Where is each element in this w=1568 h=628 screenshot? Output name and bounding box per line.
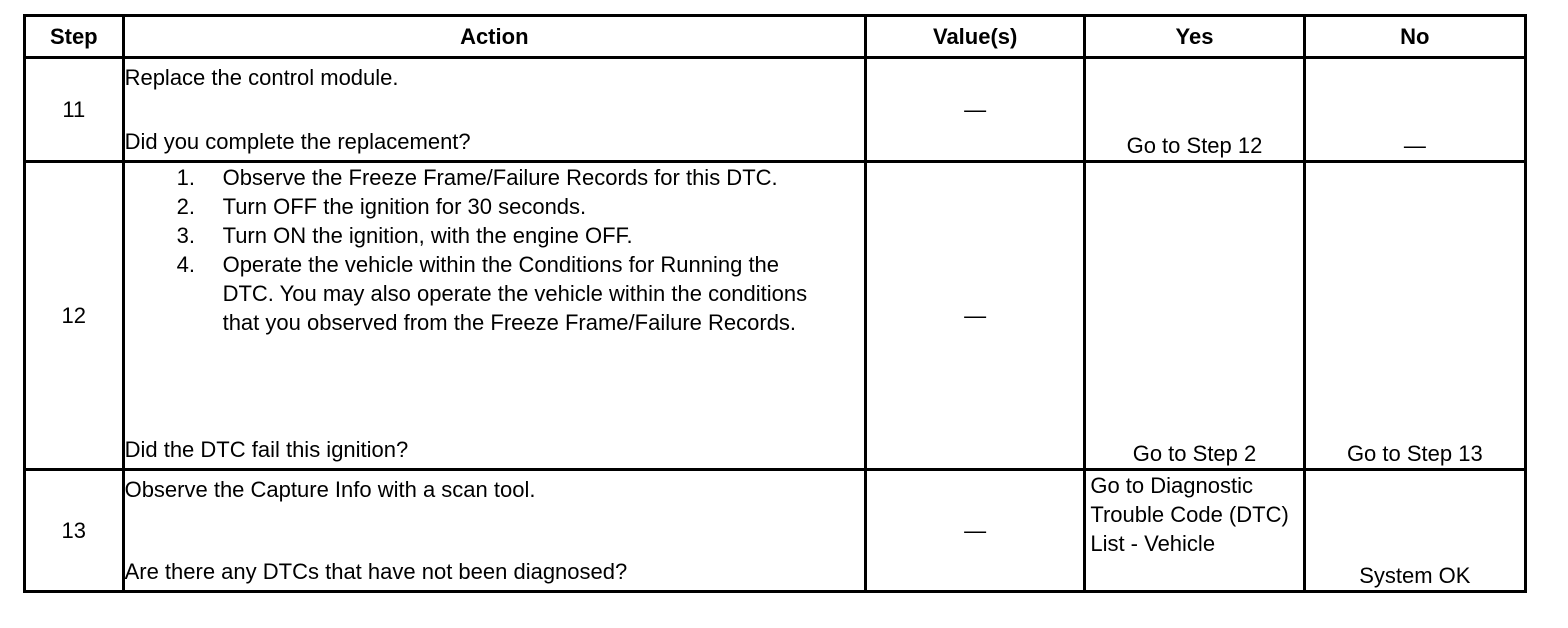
values-cell: — <box>866 470 1085 592</box>
list-item <box>125 192 864 221</box>
header-values: Value(s) <box>866 16 1085 58</box>
list-item <box>125 221 864 250</box>
yes-link[interactable]: Go to Step 2 <box>1085 162 1304 470</box>
table-row <box>25 470 1526 592</box>
header-step: Step <box>25 16 124 58</box>
values-cell: — <box>866 162 1085 470</box>
action-question: Did you complete the replacement? <box>124 129 471 154</box>
substep-text: Turn ON the ignition, with the engine OFF. <box>222 223 633 248</box>
action-question: Did the DTC fail this ignition? <box>124 437 409 462</box>
action-cell <box>123 470 865 592</box>
substep-number: 1. <box>176 165 195 190</box>
step-number: 11 <box>25 58 124 162</box>
header-no: No <box>1304 16 1525 58</box>
values-cell: — <box>866 58 1085 162</box>
substep-list <box>125 163 864 337</box>
no-link[interactable]: Go to Step 13 <box>1304 162 1525 470</box>
diagnostic-table <box>23 14 1527 593</box>
yes-link[interactable]: Go to Step 12 <box>1085 58 1304 162</box>
no-cell: System OK <box>1304 470 1525 592</box>
table-row <box>25 58 1526 162</box>
substep-text: Observe the Freeze Frame/Failure Records for this DTC. <box>222 165 778 190</box>
no-cell: — <box>1304 58 1525 162</box>
action-text: Replace the control module. <box>124 65 399 90</box>
header-action: Action <box>123 16 865 58</box>
action-cell <box>123 162 865 470</box>
header-row <box>25 16 1526 58</box>
yes-link[interactable]: Go to Diagnostic Trouble Code (DTC) List - Vehicle <box>1085 470 1304 592</box>
list-item <box>125 163 864 192</box>
step-number: 12 <box>25 162 124 470</box>
table-row <box>25 162 1526 470</box>
header-yes: Yes <box>1085 16 1304 58</box>
substep-number: 2. <box>176 194 195 219</box>
step-number: 13 <box>25 470 124 592</box>
substep-number: 3. <box>176 223 195 248</box>
action-cell <box>123 58 865 162</box>
action-question: Are there any DTCs that have not been diagnosed? <box>124 559 628 584</box>
list-item <box>125 250 864 337</box>
substep-text: Turn OFF the ignition for 30 seconds. <box>222 194 587 219</box>
substep-text: Operate the vehicle within the Conditions for Running the DTC. You may also operate the vehicle within the conditions that you observed from the Freeze Frame/Failure Records. <box>222 252 808 335</box>
substep-number: 4. <box>176 252 195 277</box>
action-text: Observe the Capture Info with a scan tool. <box>124 477 536 502</box>
